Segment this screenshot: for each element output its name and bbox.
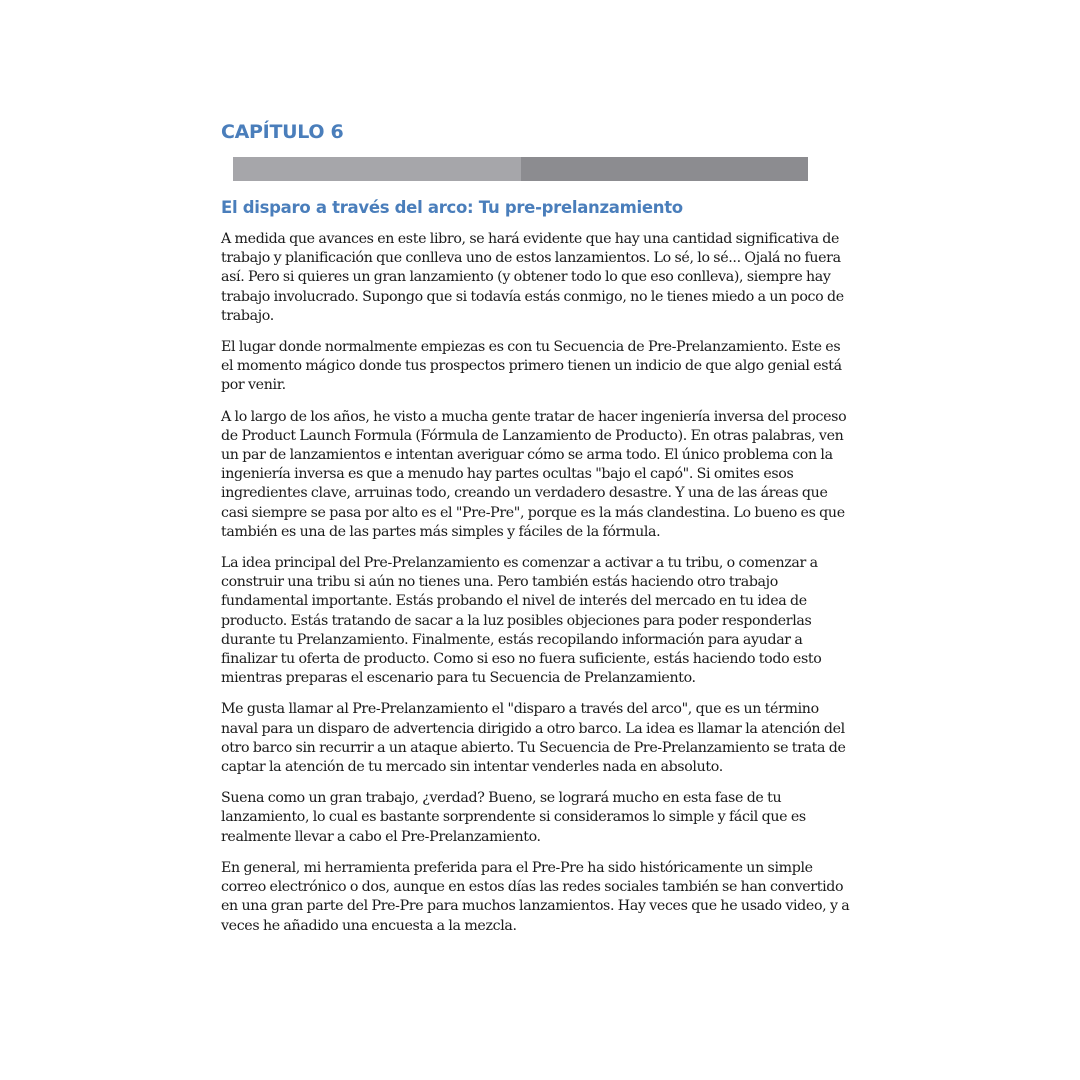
- text-line: correo electrónico o dos, aunque en estos días las redes sociales también se han convertido: [221, 879, 844, 896]
- text-line: realmente llevar a cabo el Pre-Prelanzamiento.: [221, 828, 541, 845]
- text-line: mientras preparas el escenario para tu Secuencia de Prelanzamiento.: [221, 670, 696, 687]
- text-line: trabajo y planificación que conlleva uno de estos lanzamientos. Lo sé, lo sé... Ojalá no fuera: [221, 250, 841, 267]
- text-line: también es una de las partes más simples y fáciles de la fórmula.: [221, 523, 661, 540]
- text-line: Suena como un gran trabajo, ¿verdad? Bueno, se logrará mucho en esta fase de tu: [221, 790, 782, 807]
- page-content: [221, 118, 861, 948]
- text-line: La idea principal del Pre-Prelanzamiento es comenzar a activar a tu tribu, o comenzar a: [221, 555, 818, 572]
- text-line: En general, mi herramienta preferida para el Pre-Pre ha sido históricamente un simple: [221, 859, 813, 876]
- text-line: construir una tribu si aún no tienes una. Pero también estás haciendo otro trabajo: [221, 574, 778, 591]
- chapter-divider-band: [233, 157, 808, 181]
- text-line: por venir.: [221, 377, 286, 394]
- text-line: durante tu Prelanzamiento. Finalmente, estás recopilando información para ayudar a: [221, 631, 803, 648]
- text-line: trabajo involucrado. Supongo que si todavía estás conmigo, no le tienes miedo a un poco de: [221, 288, 844, 305]
- text-line: ingredientes clave, arruinas todo, creando un verdadero desastre. Y una de las áreas que: [221, 485, 828, 502]
- paragraph: [221, 859, 861, 936]
- text-line: veces he añadido una encuesta a la mezcla.: [221, 917, 517, 934]
- text-line: lanzamiento, lo cual es bastante sorprendente si consideramos lo simple y fácil que es: [221, 809, 806, 826]
- paragraph: [221, 408, 861, 542]
- chapter-heading: CAPÍTULO 6: [221, 121, 344, 143]
- text-line: un par de lanzamientos e intentan averiguar cómo se arma todo. El único problema con la: [221, 447, 833, 464]
- text-line: ingeniería inversa es que a menudo hay partes ocultas "bajo el capó". Si omites esos: [221, 466, 794, 483]
- section-title: El disparo a través del arco: Tu pre-prelanzamiento: [221, 198, 683, 217]
- paragraph: [221, 230, 861, 326]
- paragraph: [221, 789, 861, 847]
- text-line: finalizar tu oferta de producto. Como si eso no fuera suficiente, estás haciendo todo esto: [221, 651, 822, 668]
- paragraph: [221, 700, 861, 777]
- text-line: captar la atención de tu mercado sin intentar venderles nada en absoluto.: [221, 759, 723, 776]
- text-line: fundamental importante. Estás probando el nivel de interés del mercado en tu idea de: [221, 593, 807, 610]
- text-line: en una gran parte del Pre-Pre para muchos lanzamientos. Hay veces que he usado video, y a: [221, 898, 850, 915]
- text-line: A lo largo de los años, he visto a mucha gente tratar de hacer ingeniería inversa del proceso: [221, 408, 847, 425]
- text-line: A medida que avances en este libro, se hará evidente que hay una cantidad significativa de: [221, 231, 840, 247]
- text-line: naval para un disparo de advertencia dirigido a otro barco. La idea es llamar la atención del: [221, 720, 845, 737]
- divider-band-left: [233, 157, 521, 181]
- divider-band-right: [521, 157, 808, 181]
- text-line: trabajo.: [221, 307, 274, 324]
- text-line: producto. Estás tratando de sacar a la luz posibles objeciones para poder responderlas: [221, 612, 812, 629]
- text-line: El lugar donde normalmente empiezas es con tu Secuencia de Pre-Prelanzamiento. Este es: [221, 339, 841, 356]
- body-text: [221, 230, 861, 936]
- paragraph: [221, 554, 861, 688]
- paragraph: [221, 338, 861, 396]
- text-line: de Product Launch Formula (Fórmula de Lanzamiento de Producto). En otras palabras, ven: [221, 427, 844, 444]
- text-line: otro barco sin recurrir a un ataque abierto. Tu Secuencia de Pre-Prelanzamiento se trata de: [221, 739, 846, 756]
- text-line: el momento mágico donde tus prospectos primero tienen un indicio de que algo genial está: [221, 358, 842, 375]
- text-line: así. Pero si quieres un gran lanzamiento (y obtener todo lo que eso conlleva), siempre hay: [221, 269, 831, 286]
- text-line: casi siempre se pasa por alto es el "Pre-Pre", porque es la más clandestina. Lo bueno es que: [221, 504, 845, 521]
- text-line: Me gusta llamar al Pre-Prelanzamiento el "disparo a través del arco", que es un término: [221, 701, 819, 718]
